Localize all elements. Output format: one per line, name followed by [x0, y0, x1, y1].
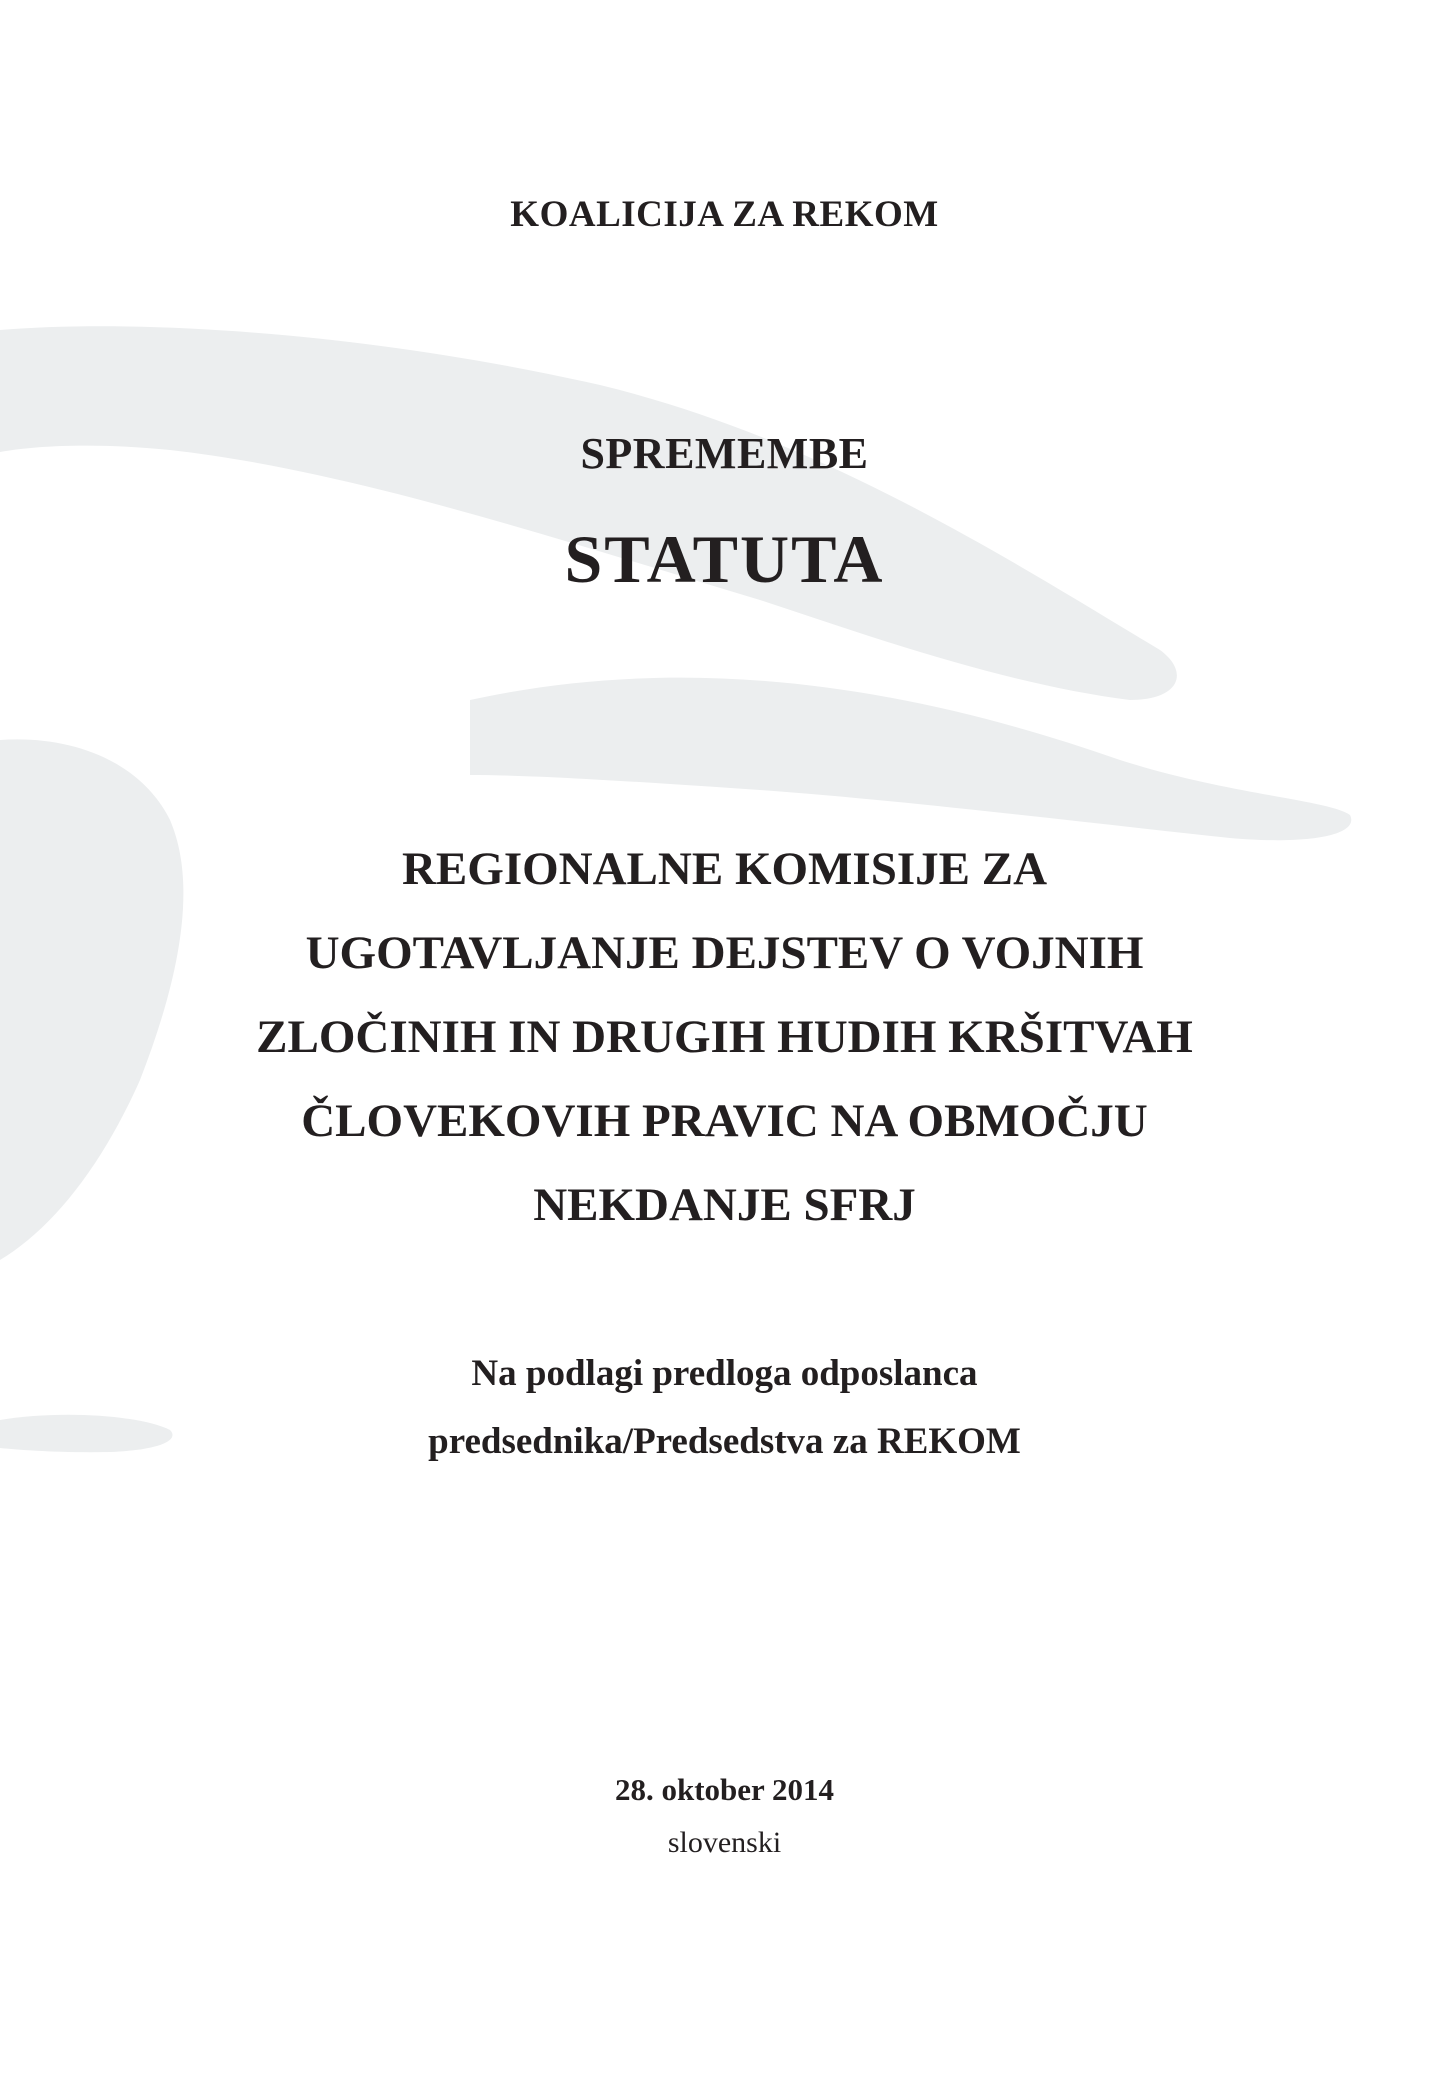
commission-name-line: NEKDANJE SFRJ [533, 1179, 916, 1231]
document-title: STATUTA [564, 521, 885, 597]
organization-name: KOALICIJA ZA REKOM [510, 194, 939, 235]
watermark-upper-swoosh [0, 326, 1177, 700]
document-language: slovenski [667, 1826, 782, 1859]
commission-name-line: UGOTAVLJANJE DEJSTEV O VOJNIH [305, 927, 1144, 979]
commission-name-line: ZLOČINIH IN DRUGIH HUDIH KRŠITVAH [256, 1011, 1193, 1063]
proposal-basis-block [0, 1340, 1449, 1476]
commission-name-line: ČLOVEKOVIH PRAVIC NA OBMOČJU [301, 1095, 1148, 1147]
commission-name-block [0, 827, 1449, 1247]
document-date: 28. oktober 2014 [614, 1772, 834, 1807]
commission-name-line: REGIONALNE KOMISIJE ZA [401, 843, 1048, 895]
proposal-basis-line: Na podlagi predloga odposlanca [471, 1353, 978, 1394]
proposal-basis-line: predsednika/Predsedstva za REKOM [428, 1421, 1021, 1462]
watermark-lower-swoosh [470, 678, 1351, 841]
document-subtitle: SPREMEMBE [580, 429, 869, 478]
